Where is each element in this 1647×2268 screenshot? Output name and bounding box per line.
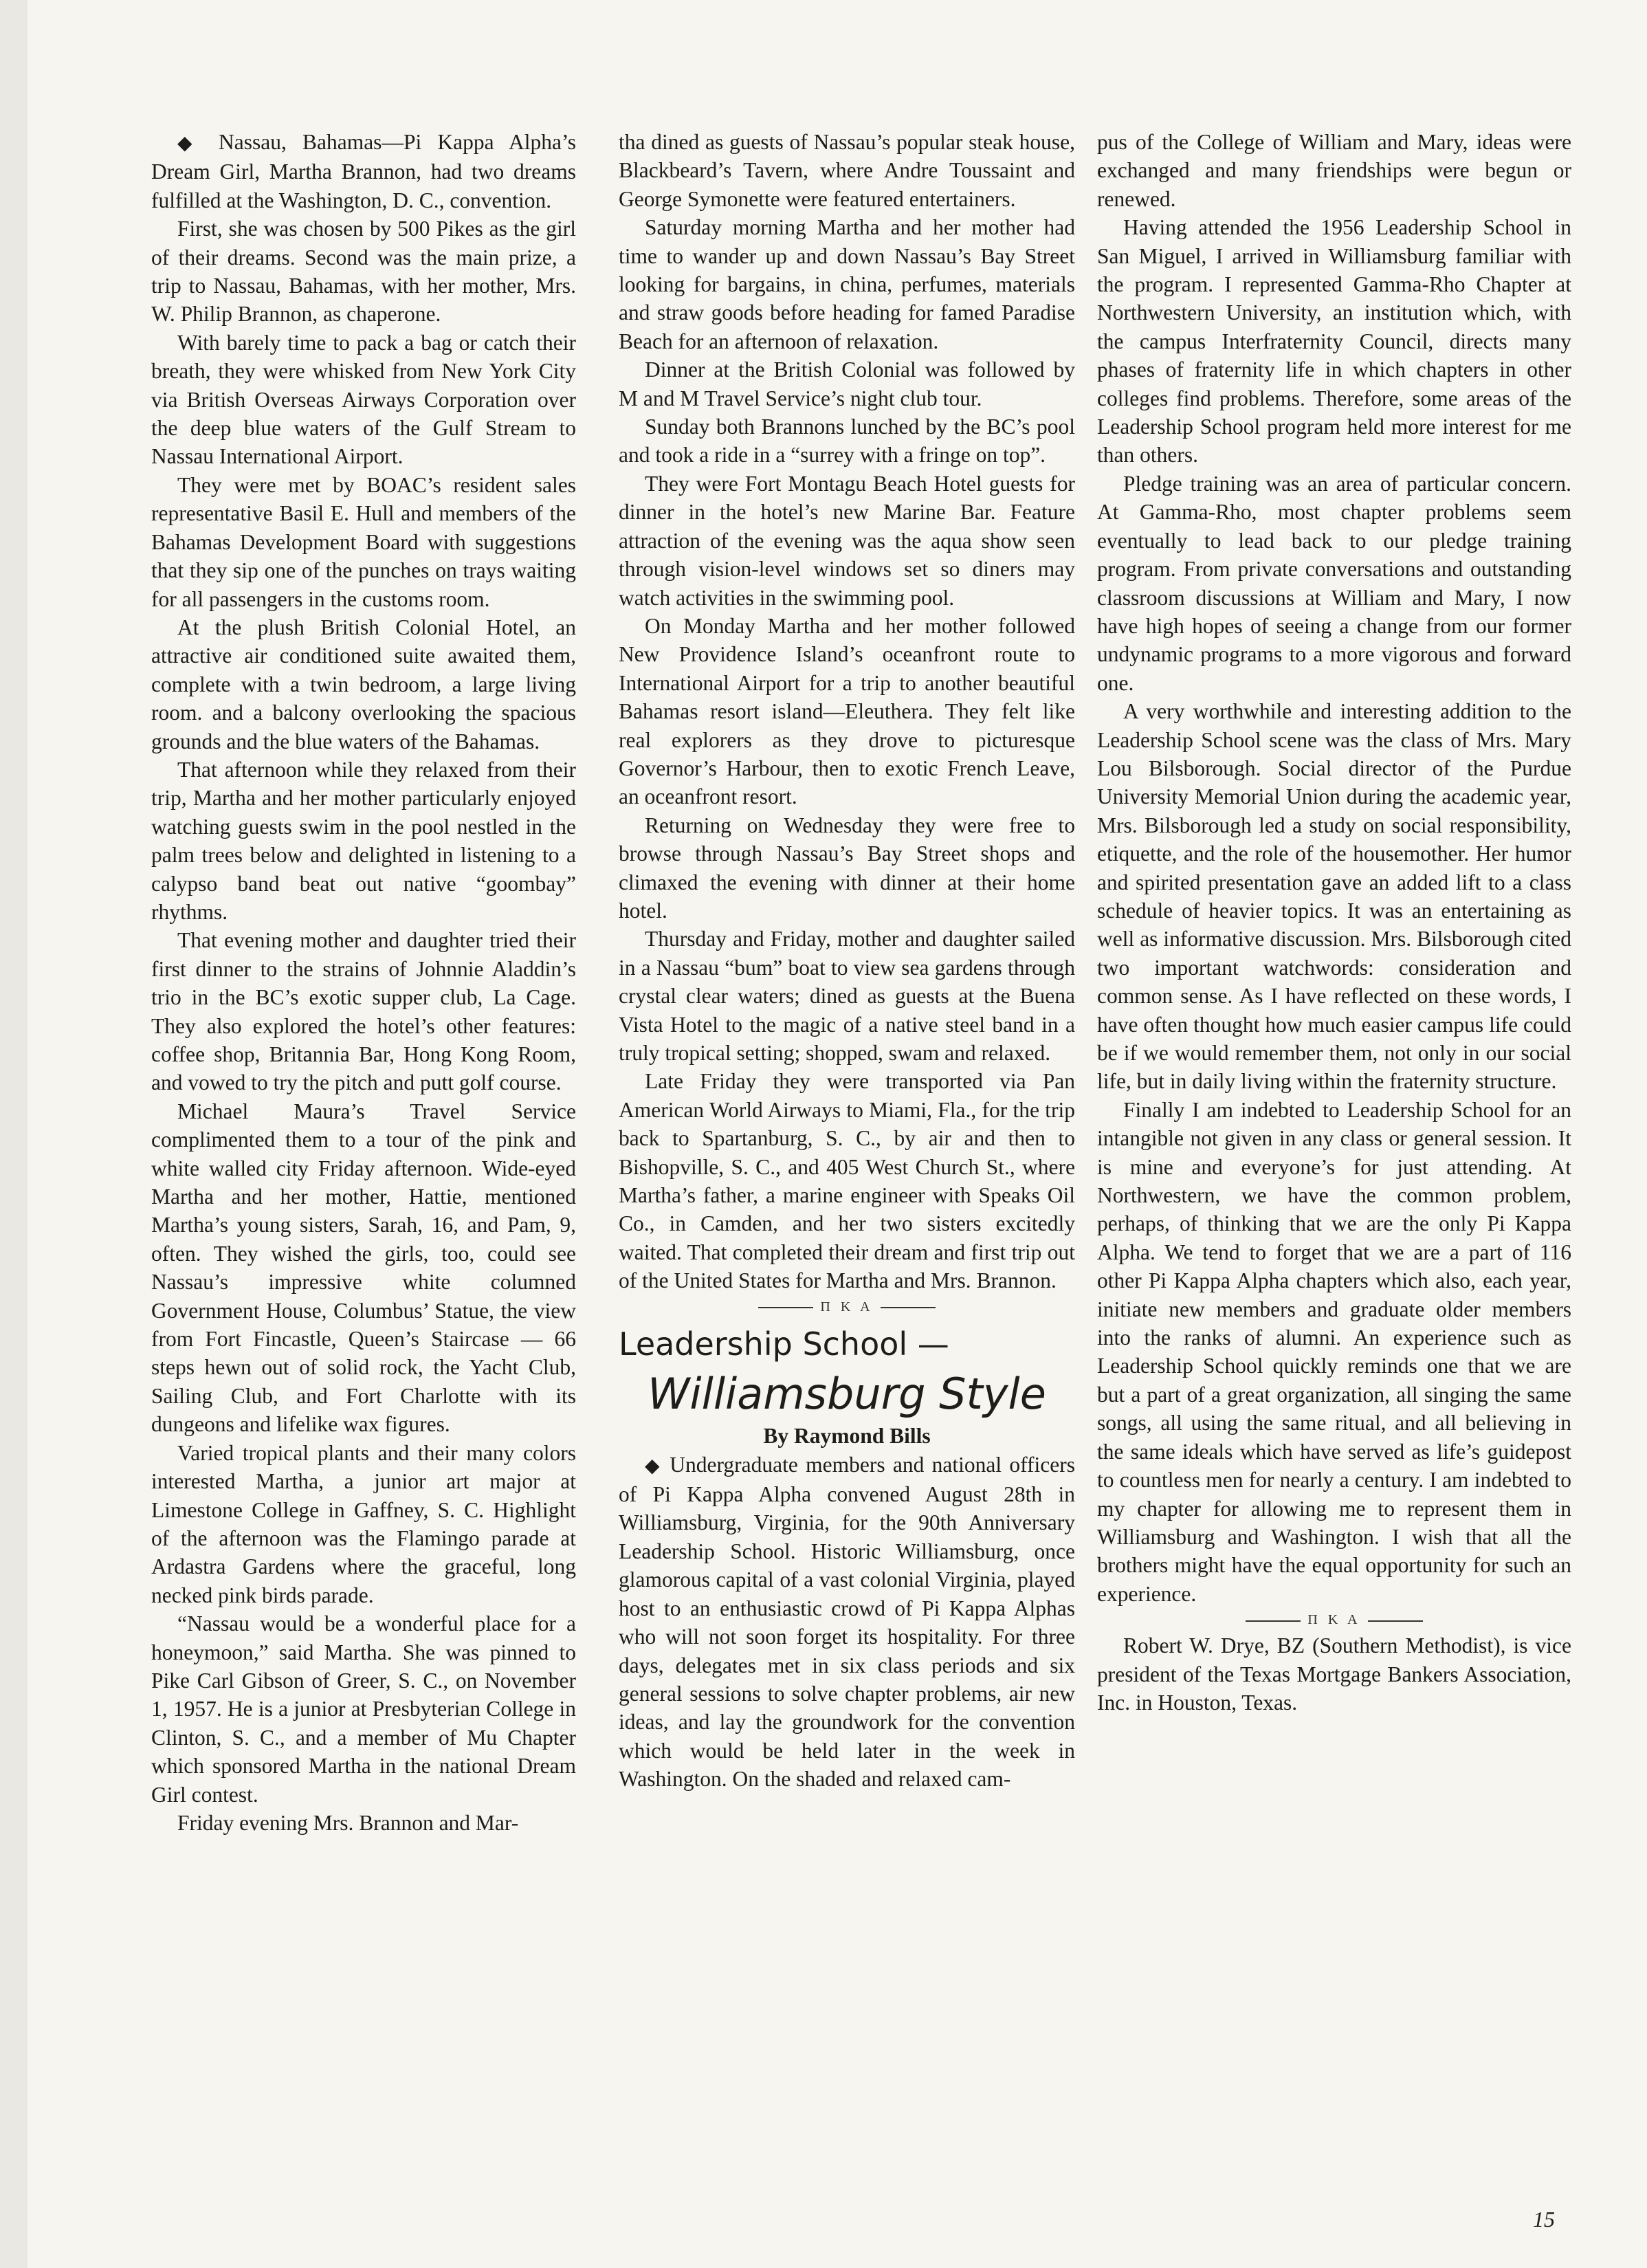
paragraph: Having attended the 1956 Leadership School in San Miguel, I arrived in Williamsburg familiar with the program. I represented Gamma-Rho Chapter at Northwestern University, an institution which, with the campus Interfraternity Council, directs many phases of fraternity life in which chapters in other colleges find problems. Therefore, some areas of the Leadership School program held more interest for me than others. xyxy=(1097,215,1571,467)
section-separator xyxy=(1097,1608,1571,1631)
paragraph: Sunday both Brannons lunched by the BC’s pool and took a ride in a “surrey with a fringe on top”. xyxy=(619,415,1075,467)
paragraph: They were met by BOAC’s resident sales representative Basil E. Hull and members of the Bahamas Development Board with suggestions that they sip one of the punches on trays waiting for all passengers in the customs room. xyxy=(151,472,576,611)
paragraph: Dinner at the British Colonial was followed by M and M Travel Service’s night club tour. xyxy=(619,357,1075,410)
headline-line-2: Williamsburg Style xyxy=(648,1368,1046,1419)
column-2 xyxy=(619,128,1075,1794)
paragraph: tha dined as guests of Nassau’s popular steak house, Blackbeard’s Tavern, where Andre Toussaint and George Symonette were featured entertainers. xyxy=(619,130,1075,211)
paragraph: Returning on Wednesday they were free to browse through Nassau’s Bay Street shops and climaxed the evening with dinner at their home hotel. xyxy=(619,813,1075,923)
paragraph: First, she was chosen by 500 Pikes as the girl of their dreams. Second was the main prize, a trip to Nassau, Bahamas, with her mother, Mrs. W. Philip Brannon, as chaperone. xyxy=(151,217,576,327)
magazine-page xyxy=(27,0,1647,2268)
separator-text: Π Κ Α xyxy=(820,1299,874,1314)
paragraph: That afternoon while they relaxed from their trip, Martha and her mother particularly enjoyed watching guests swim in the pool nestled in the palm trees below and delighted in listening to a calypso band beat out native “goombay” rhythms. xyxy=(151,757,576,924)
paragraph: Varied tropical plants and their many colors interested Martha, a junior art major at Limestone College in Gaffney, S. C. Highlight of the afternoon was the Flamingo parade at Ardastra Gardens where the graceful, long necked pink birds parade. xyxy=(151,1440,576,1607)
paragraph: Saturday morning Martha and her mother had time to wander up and down Nassau’s Bay Street looking for bargains, in china, perfumes, materials and straw goods before heading for famed Paradise Beach for an afternoon of relaxation. xyxy=(619,215,1075,353)
paragraph: “Nassau would be a wonderful place for a honeymoon,” said Martha. She was pinned to Pike Carl Gibson of Greer, S. C., on November 1, 1957. He is a junior at Presbyterian College in Clinton, S. C., and a member of Mu Chapter which sponsored Martha in the national Dream Girl contest. xyxy=(151,1611,576,1807)
separator-rule xyxy=(758,1307,813,1308)
paragraph: Finally I am indebted to Leadership School for an intangible not given in any class or general session. It is mine and everyone’s for just attending. At Northwestern, we have the common problem, perhaps, of thinking that we are the only Pi Kappa Alpha. We tend to forget that we are a part of 116 other Pi Kappa Alpha chapters which also, each year, initiate new members and graduate older members into the ranks of alumni. An experience such as Leadership School quickly reminds one that we are but a part of a great organization, all singing the same songs, all using the same ritual, and all believing in the same ideals which have served as life’s guidepost to countless men for nearly a century. I am indebted to my chapter for allowing me to represent them in Williamsburg and Washington. I wish that all the brothers might have the equal opportunity for such an experience. xyxy=(1097,1097,1571,1606)
separator-rule xyxy=(1246,1620,1301,1622)
paragraph: Thursday and Friday, mother and daughter sailed in a Nassau “bum” boat to view sea gardens through crystal clear waters; dined as guests at the Buena Vista Hotel to the magic of a native steel band in a truly tropical setting; shopped, swam and relaxed. xyxy=(619,927,1075,1065)
byline: By Raymond Bills xyxy=(763,1423,931,1448)
paragraph-text: Nassau, Bahamas—Pi Kappa Alpha’s Dream Girl, Martha Brannon, had two dreams fulfilled at the Washington, D. C., convention. xyxy=(151,130,576,212)
separator-rule xyxy=(1368,1620,1423,1622)
paragraph: pus of the College of William and Mary, ideas were exchanged and many friendships were begun or renewed. xyxy=(1097,130,1571,211)
paragraph: They were Fort Montagu Beach Hotel guests for dinner in the hotel’s new Marine Bar. Feature attraction of the evening was the aqua show seen through vision-level windows set so diners may watch activities in the swimming pool. xyxy=(619,471,1075,610)
paragraph: That evening mother and daughter tried their first dinner to the strains of Johnnie Aladdin’s trio in the BC’s exotic supper club, La Cage. They also explored the hotel’s other features: coffee shop, Britannia Bar, Hong Kong Room, and vowed to try the pitch and putt golf course. xyxy=(151,928,576,1095)
headline-line-1: Leadership School — xyxy=(619,1325,949,1363)
diamond-bullet-icon: ◆ xyxy=(177,133,203,154)
column-3 xyxy=(1097,128,1571,1717)
paragraph: Late Friday they were transported via Pan American World Airways to Miami, Fla., for the trip back to Spartanburg, S. C., by air and then to Bishopville, S. C., and 405 West Church St., where Martha’s father, a marine engineer with Speaks Oil Co., in Camden, and her two sisters excitedly waited. That completed their dream and first trip out of the United States for Martha and Mrs. Brannon. xyxy=(619,1069,1075,1293)
paragraph: Pledge training was an area of particular concern. At Gamma-Rho, most chapter problems seem eventually to lead back to our pledge training program. From private conversations and outstanding classroom discussions at William and Mary, I now have high hopes of seeing a change from our former undynamic programs to a more vigorous and forward one. xyxy=(1097,471,1571,695)
paragraph: Friday evening Mrs. Brannon and Mar- xyxy=(177,1810,519,1835)
paragraph xyxy=(619,1451,1075,1794)
section-separator xyxy=(619,1295,1075,1319)
paragraph: A very worthwhile and interesting addition to the Leadership School scene was the class of Mrs. Mary Lou Bilsborough. Social director of the Purdue University Memorial Union during the academic year, Mrs. Bilsborough led a study on social responsibility, etiquette, and the role of the housemother. Her humor and spirited presentation gave an added lift to a class schedule of heavier topics. It was an entertaining as well as informative discussion. Mrs. Bilsborough cited two important watchwords: consideration and common sense. As I have reflected on these words, I have often thought how much easier campus life could be if we would remember them, not only in our social life, but in daily living within the fraternity structure. xyxy=(1097,699,1571,1094)
paragraph: On Monday Martha and her mother followed New Providence Island’s oceanfront route to International Airport for a trip to another beautiful Bahamas resort island—Eleuthera. They felt like real explorers as they drove to picturesque Governor’s Harbour, then to exotic French Leave, an oceanfront resort. xyxy=(619,613,1075,809)
paragraph: At the plush British Colonial Hotel, an attractive air conditioned suite awaited them, complete with a twin bedroom, a large living room. and a balcony overlooking the spacious grounds and the blue waters of the Bahamas. xyxy=(151,615,576,753)
paragraph: With barely time to pack a bag or catch their breath, they were whisked from New York City via British Overseas Airways Corporation over the deep blue waters of the Gulf Stream to Nassau International Airport. xyxy=(151,330,576,469)
separator-text: Π Κ Α xyxy=(1307,1612,1361,1628)
paragraph: Robert W. Drye, BZ (Southern Methodist), is vice president of the Texas Mortgage Bankers Association, Inc. in Houston, Texas. xyxy=(1097,1633,1571,1715)
page-number: 15 xyxy=(1533,2207,1555,2232)
paragraph xyxy=(151,128,576,214)
diamond-bullet-icon: ◆ xyxy=(645,1455,662,1477)
separator-rule xyxy=(881,1307,936,1308)
paragraph: Michael Maura’s Travel Service complimented them to a tour of the pink and white walled city Friday afternoon. Wide-eyed Martha and her mother, Hattie, mentioned Martha’s young sisters, Sarah, 16, and Pam, 9, often. They wished the girls, too, could see Nassau’s impressive white columned Government House, Columbus’ Statue, the view from Fort Fincastle, Queen’s Staircase — 66 steps hewn out of solid rock, the Yacht Club, Sailing Club, and Fort Charlotte with its dungeons and lifelike wax figures. xyxy=(151,1099,576,1437)
paragraph-text: Undergraduate members and national officers of Pi Kappa Alpha convened August 28th in Williamsburg, Virginia, for the 90th Anniversary Leadership School. Historic Williamsburg, once glamorous capital of a vast colonial Virginia, played host to an enthusiastic crowd of Pi Kappa Alphas who will not soon forget its hospitality. For three days, delegates met in six class periods and six general sessions to solve chapter problems, air new ideas, and lay the groundwork for the convention which would be held later in the week in Washington. On the shaded and relaxed cam- xyxy=(619,1452,1076,1792)
column-1 xyxy=(151,128,576,1837)
